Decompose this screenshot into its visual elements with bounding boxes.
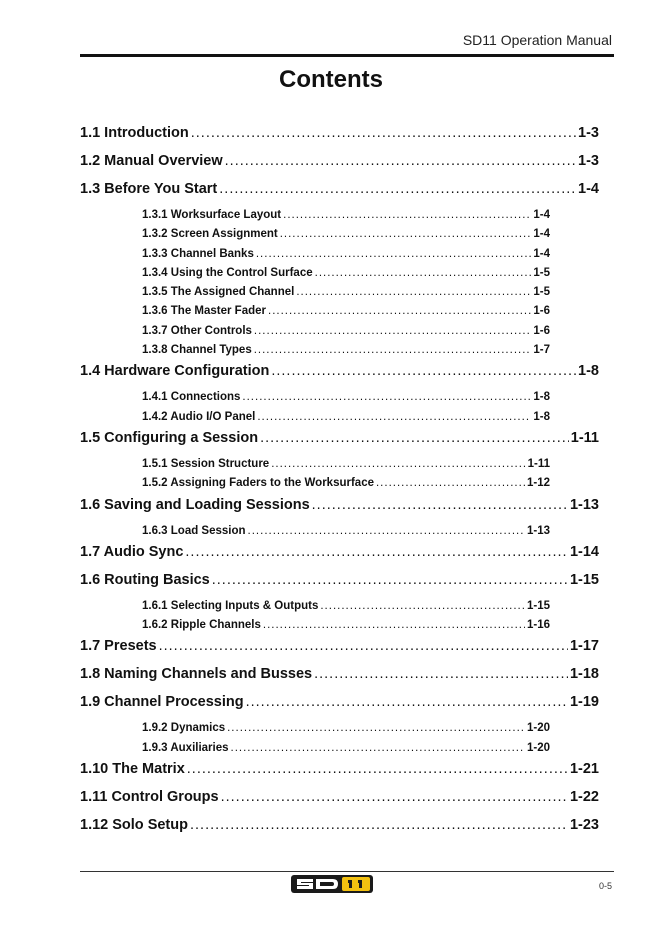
toc-entry-page: 1-4	[578, 181, 599, 197]
toc-entry-page: 1-22	[569, 789, 599, 806]
toc-section-entry[interactable]	[80, 635, 599, 663]
toc-section-entry[interactable]	[80, 150, 599, 178]
toc-leader-dots	[159, 635, 568, 657]
toc-entry-page: 1-12	[526, 477, 550, 490]
table-of-contents	[80, 122, 599, 842]
toc-entry-title: 1.3.2 Screen Assignment	[142, 228, 278, 241]
toc-entry-page: 1-4	[533, 209, 550, 221]
page-number: 0-5	[598, 881, 612, 891]
toc-entry-title: 1.3.1 Worksurface Layout	[142, 209, 282, 221]
toc-section-entry[interactable]	[80, 758, 599, 786]
page-title: Contents	[279, 66, 383, 93]
toc-subsection-entry[interactable]	[142, 597, 550, 616]
toc-leader-dots	[254, 322, 531, 340]
toc-subsection-entry[interactable]	[142, 455, 550, 474]
toc-subsection-entry[interactable]	[142, 474, 550, 493]
toc-subsection-entry[interactable]	[142, 225, 550, 244]
toc-leader-dots	[296, 283, 531, 301]
toc-leader-dots	[280, 225, 532, 243]
toc-entry-page: 1-23	[569, 817, 599, 834]
toc-section-entry[interactable]	[80, 494, 599, 522]
toc-entry-title: 1.6 Saving and Loading Sessions	[80, 496, 310, 513]
toc-entry-page: 1-8	[533, 391, 550, 404]
toc-entry-page: 1-13	[526, 524, 550, 537]
toc-subsection-entry[interactable]	[142, 302, 550, 321]
footer-rule	[80, 871, 614, 872]
toc-subsection-entry[interactable]	[142, 522, 550, 541]
toc-entry-title: 1.6 Routing Basics	[80, 571, 210, 588]
toc-section-entry[interactable]	[80, 541, 599, 569]
toc-section-entry[interactable]	[80, 786, 599, 814]
toc-leader-dots	[248, 522, 525, 540]
toc-section-entry[interactable]	[80, 691, 599, 719]
toc-leader-dots	[231, 739, 525, 757]
toc-leader-dots	[254, 341, 532, 359]
toc-entry-page: 1-21	[569, 761, 599, 778]
toc-leader-dots	[246, 691, 568, 713]
toc-leader-dots	[219, 178, 576, 200]
toc-subsection-entry[interactable]	[142, 245, 550, 264]
toc-entry-title: 1.10 The Matrix	[80, 761, 185, 778]
toc-entry-title: 1.3.8 Channel Types	[142, 344, 252, 357]
toc-entry-page: 1-5	[533, 286, 550, 299]
toc-entry-title: 1.5.2 Assigning Faders to the Worksurface	[142, 477, 374, 490]
toc-leader-dots	[191, 122, 576, 144]
toc-entry-page: 1-4	[533, 247, 550, 260]
toc-subsection-entry[interactable]	[142, 388, 550, 407]
toc-leader-dots	[312, 494, 568, 516]
toc-entry-title: 1.2 Manual Overview	[80, 153, 223, 169]
toc-section-entry[interactable]	[80, 427, 599, 455]
toc-entry-title: 1.6.3 Load Session	[142, 524, 246, 537]
toc-entry-title: 1.3.7 Other Controls	[142, 324, 252, 337]
toc-entry-title: 1.3 Before You Start	[80, 181, 218, 197]
toc-entry-page: 1-13	[569, 496, 599, 513]
toc-entry-page: 1-15	[569, 571, 599, 588]
toc-leader-dots	[185, 541, 568, 563]
toc-section-entry[interactable]	[80, 360, 599, 388]
toc-leader-dots	[283, 206, 531, 224]
toc-subsection-entry[interactable]	[142, 341, 550, 360]
toc-leader-dots	[260, 427, 569, 449]
toc-section-entry[interactable]	[80, 122, 599, 150]
toc-leader-dots	[212, 569, 568, 591]
toc-entry-title: 1.8 Naming Channels and Busses	[80, 666, 313, 683]
toc-entry-title: 1.9 Channel Processing	[80, 694, 244, 711]
toc-entry-page: 1-11	[527, 457, 550, 470]
toc-entry-page: 1-20	[526, 741, 550, 754]
header-rule	[80, 54, 614, 57]
toc-entry-title: 1.9.3 Auxiliaries	[142, 741, 229, 754]
toc-entry-title: 1.4.2 Audio I/O Panel	[142, 410, 256, 423]
toc-subsection-entry[interactable]	[142, 264, 550, 283]
toc-subsection-entry[interactable]	[142, 322, 550, 341]
toc-subsection-entry[interactable]	[142, 283, 550, 302]
toc-leader-dots	[256, 245, 532, 263]
toc-leader-dots	[376, 474, 525, 492]
toc-entry-page: 1-8	[578, 363, 599, 380]
toc-subsection-entry[interactable]	[142, 206, 550, 225]
toc-leader-dots	[271, 360, 576, 382]
toc-entry-title: 1.6.1 Selecting Inputs & Outputs	[142, 599, 319, 612]
toc-entry-page: 1-4	[533, 228, 550, 241]
toc-entry-page: 1-17	[569, 638, 599, 655]
toc-entry-page: 1-19	[569, 694, 599, 711]
header-manual-title: SD11 Operation Manual	[462, 32, 612, 48]
toc-entry-page: 1-14	[569, 543, 599, 560]
toc-entry-title: 1.4.1 Connections	[142, 391, 241, 404]
sd11-logo	[291, 875, 373, 893]
toc-leader-dots	[268, 302, 531, 320]
toc-entry-page: 1-20	[526, 722, 550, 735]
toc-entry-page: 1-11	[570, 429, 599, 446]
toc-leader-dots	[227, 719, 525, 737]
toc-subsection-entry[interactable]	[142, 616, 550, 635]
toc-entry-title: 1.5.1 Session Structure	[142, 457, 270, 470]
toc-entry-page: 1-6	[533, 305, 550, 318]
toc-subsection-entry[interactable]	[142, 739, 550, 758]
toc-leader-dots	[314, 663, 568, 685]
toc-entry-page: 1-16	[526, 619, 550, 632]
toc-section-entry[interactable]	[80, 814, 599, 842]
toc-subsection-entry[interactable]	[142, 719, 550, 738]
toc-leader-dots	[225, 150, 576, 172]
toc-subsection-entry[interactable]	[142, 408, 550, 427]
toc-entry-title: 1.5 Configuring a Session	[80, 429, 259, 446]
toc-entry-title: 1.3.3 Channel Banks	[142, 247, 254, 260]
toc-entry-page: 1-18	[569, 666, 599, 683]
toc-entry-page: 1-3	[578, 125, 599, 141]
toc-entry-page: 1-8	[533, 410, 550, 423]
toc-entry-title: 1.9.2 Dynamics	[142, 722, 226, 735]
toc-leader-dots	[221, 786, 568, 808]
toc-leader-dots	[187, 758, 568, 780]
toc-entry-title: 1.4 Hardware Configuration	[80, 363, 270, 380]
toc-entry-title: 1.7 Audio Sync	[80, 543, 184, 560]
toc-entry-title: 1.11 Control Groups	[80, 789, 219, 806]
toc-entry-title: 1.12 Solo Setup	[80, 817, 188, 834]
toc-entry-title: 1.6.2 Ripple Channels	[142, 619, 261, 632]
toc-leader-dots	[242, 388, 531, 406]
toc-entry-title: 1.1 Introduction	[80, 125, 189, 141]
toc-leader-dots	[190, 814, 568, 836]
toc-section-entry[interactable]	[80, 663, 599, 691]
toc-leader-dots	[320, 597, 525, 615]
toc-entry-title: 1.7 Presets	[80, 638, 157, 655]
toc-leader-dots	[271, 455, 525, 473]
toc-leader-dots	[315, 264, 532, 282]
toc-leader-dots	[257, 408, 531, 426]
toc-leader-dots	[263, 616, 525, 634]
toc-section-entry[interactable]	[80, 569, 599, 597]
toc-entry-page: 1-7	[533, 344, 550, 357]
toc-section-entry[interactable]	[80, 178, 599, 206]
toc-entry-title: 1.3.4 Using the Control Surface	[142, 266, 313, 279]
toc-entry-page: 1-6	[533, 324, 550, 337]
toc-entry-page: 1-3	[578, 153, 599, 169]
toc-entry-title: 1.3.6 The Master Fader	[142, 305, 266, 318]
toc-entry-title: 1.3.5 The Assigned Channel	[142, 286, 295, 299]
toc-entry-page: 1-15	[526, 599, 550, 612]
toc-entry-page: 1-5	[533, 266, 550, 279]
